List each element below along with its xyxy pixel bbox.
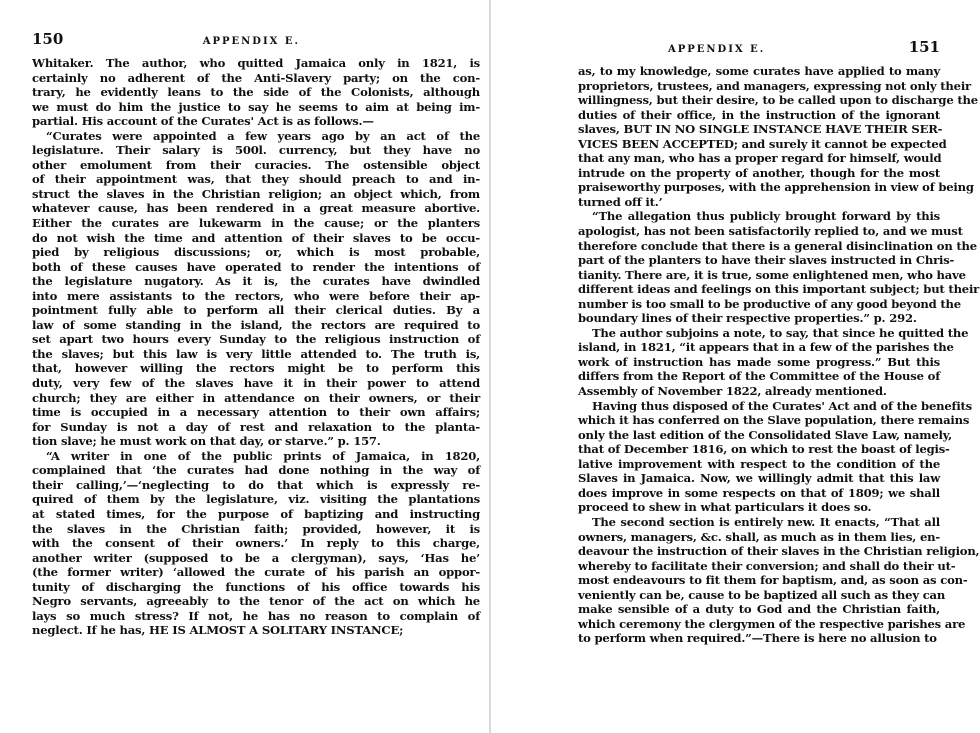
text-line: struct the slaves in the Christian religion; an object which, from (32, 186, 480, 201)
text-line: work of instruction has made some progress.” But this (578, 354, 940, 369)
text-line: as, to my knowledge, some curates have applied to many (578, 64, 940, 78)
text-line: complained that ‘the curates had done nothing in the way of (32, 463, 480, 478)
text-line: duties of their office, in the instruction of the ignorant (578, 107, 940, 122)
text-line: most endeavours to fit them for baptism, and, as soon as con- (578, 573, 968, 588)
text-line: apologist, has not been satisfactorily replied to, and we must (578, 224, 963, 239)
text-line: for Sunday is not a day of rest and relaxation to the planta- (32, 419, 480, 434)
text-line: deavour the instruction of their slaves in the Christian religion, (578, 544, 980, 559)
text-line: lays so much stress? If not, he has no reason to complain of (32, 608, 480, 623)
text-line: intrude on the property of another, though for the most (578, 165, 940, 180)
text-line: Assembly of November 1822, already mentioned. (578, 384, 887, 399)
text-line: other emolument from their curacies. The ostensible object (32, 157, 480, 172)
text-line: with the consent of their owners.’ In reply to this charge, (32, 536, 480, 551)
text-line: “A writer in one of the public prints of Jamaica, in 1820, (46, 448, 480, 463)
text-line: their calling,’—‘neglecting to do that which is expressly re- (32, 477, 480, 492)
text-line: different ideas and feelings on this important subject; but their (578, 282, 980, 297)
text-line: “Curates were appointed a few years ago by an act of the (46, 128, 480, 143)
text-line: boundary lines of their respective properties.” p. 292. (578, 311, 917, 326)
text-line: both of these causes have operated to render the intentions of (32, 259, 480, 274)
text-line: legislature. Their salary is 500l. currency, but they have no (32, 143, 480, 158)
text-line: The second section is entirely new. It enacts, “That all (592, 514, 940, 529)
text-line: island, in 1821, “it appears that in a few of the parishes the (578, 340, 954, 355)
text-line: certainly no adherent of the Anti-Slavery party; on the con- (32, 70, 480, 85)
text-line: owners, managers, &c. shall, as much as in them lies, en- (578, 529, 940, 544)
text-line: to perform when required.”—There is here no allusion to (578, 631, 937, 646)
text-line: does improve in some respects on that of 1809; we shall (578, 485, 940, 500)
left-running-title: APPENDIX E. (202, 36, 300, 47)
text-line: pied by religious discussions; or, which is most probable, (32, 245, 480, 260)
text-line: pointment fully able to perform all their clerical duties. By a (32, 303, 480, 318)
text-line: we must do him the justice to say he seems to aim at being im- (32, 99, 480, 114)
text-line: which ceremony the clergymen of the respective parishes are (578, 616, 966, 631)
text-line: Either the curates are lukewarm in the cause; or the planters (32, 216, 480, 231)
text-line: neglect. If he has, HE IS ALMOST A SOLITARY INSTANCE; (32, 623, 404, 638)
text-line: tunity of discharging the functions of his office towards his (32, 579, 480, 594)
text-line: Whitaker. The author, who quitted Jamaica only in 1821, is (32, 56, 480, 70)
text-line: Negro servants, agreeably to the tenor of the act on which he (32, 594, 480, 609)
right-running-title: APPENDIX E. (668, 44, 766, 55)
text-line: law of some standing in the island, the rectors are required to (32, 317, 480, 332)
text-line: that, however willing the rectors might be to perform this (32, 361, 480, 376)
left-page-body (32, 56, 480, 638)
text-line: part of the planters to have their slaves instructed in Chris- (578, 253, 955, 268)
text-line: the slaves; but this law is very little attended to. The truth is, (32, 346, 480, 361)
text-line: that of December 1816, on which to rest the boast of legis- (578, 442, 950, 457)
text-line: veniently can be, cause to be baptized all such as they can (578, 587, 946, 602)
text-line: differs from the Report of the Committee of the House of (578, 369, 940, 384)
text-line: do not wish the time and attention of their slaves to be occu- (32, 230, 480, 245)
text-line: proceed to shew in what particulars it does so. (578, 500, 872, 515)
text-line: set apart two hours every Sunday to the religious instruction of (32, 332, 480, 347)
text-line: The author subjoins a note, to say, that since he quitted the (592, 325, 969, 340)
text-line: lative improvement with respect to the condition of the (578, 456, 940, 471)
text-line: partial. His account of the Curates' Act is as follows.— (32, 114, 374, 129)
text-line: VICES BEEN ACCEPTED; and surely it cannot be expected (578, 136, 947, 151)
text-line: Slaves in Jamaica. Now, we willingly admit that this law (578, 471, 940, 486)
left-page-number: 150 (32, 30, 64, 48)
text-line: church; they are either in attendance on their owners, or their (32, 390, 480, 405)
text-line: only the last edition of the Consolidated Slave Law, namely, (578, 427, 952, 442)
text-line: into mere assistants to the rectors, who were before their ap- (32, 288, 480, 303)
text-line: Having thus disposed of the Curates' Act and of the benefits (592, 398, 973, 413)
text-line: the slaves in the Christian faith; provided, however, it is (32, 521, 480, 536)
text-line: trary, he evidently leans to the side of the Colonists, although (32, 85, 480, 100)
right-page (490, 0, 980, 733)
text-line: slaves, BUT IN NO SINGLE INSTANCE HAVE THEIR SER- (578, 122, 943, 137)
text-line: tianity. There are, it is true, some enlightened men, who have (578, 267, 966, 282)
text-line: whereby to facilitate their conversion; and shall do their ut- (578, 558, 956, 573)
text-line: another writer (supposed to be a clergyman), says, ‘Has he’ (32, 550, 480, 565)
text-line: which it has conferred on the Slave population, there remains (578, 413, 970, 428)
text-line: willingness, but their desire, to be called upon to discharge the (578, 93, 978, 108)
text-line: that any man, who has a proper regard for himself, would (578, 151, 942, 166)
text-line: (the former writer) ‘allowed the curate of his parish an oppor- (32, 565, 480, 580)
left-page-header (32, 30, 480, 48)
right-page-header (578, 38, 940, 56)
text-line: proprietors, trustees, and managers, expressing not only their (578, 78, 971, 93)
text-line: whatever cause, has been rendered in a great measure abortive. (32, 201, 480, 216)
text-line: duty, very few of the slaves have it in their power to attend (32, 376, 480, 391)
right-page-body (578, 64, 980, 646)
text-line: therefore conclude that there is a general disinclination on the (578, 238, 977, 253)
text-line: praiseworthy purposes, with the apprehension in view of being (578, 180, 974, 195)
text-line: number is too small to be productive of any good beyond the (578, 296, 961, 311)
text-line: “The allegation thus publicly brought forward by this (592, 209, 940, 224)
text-line: of their appointment was, that they should preach to and in- (32, 172, 480, 187)
text-line: quired of them by the legislature, viz. visiting the plantations (32, 492, 480, 507)
text-line: the legislature nugatory. As it is, the curates have dwindled (32, 274, 480, 289)
text-line: tion slave; he must work on that day, or starve.” p. 157. (32, 434, 381, 449)
text-line: make sensible of a duty to God and the Christian faith, (578, 602, 940, 617)
text-line: turned off it.’ (578, 194, 663, 209)
text-line: at stated times, for the purpose of baptizing and instructing (32, 506, 480, 521)
right-page-number: 151 (908, 38, 940, 56)
text-line: time is occupied in a necessary attention to their own affairs; (32, 405, 480, 420)
